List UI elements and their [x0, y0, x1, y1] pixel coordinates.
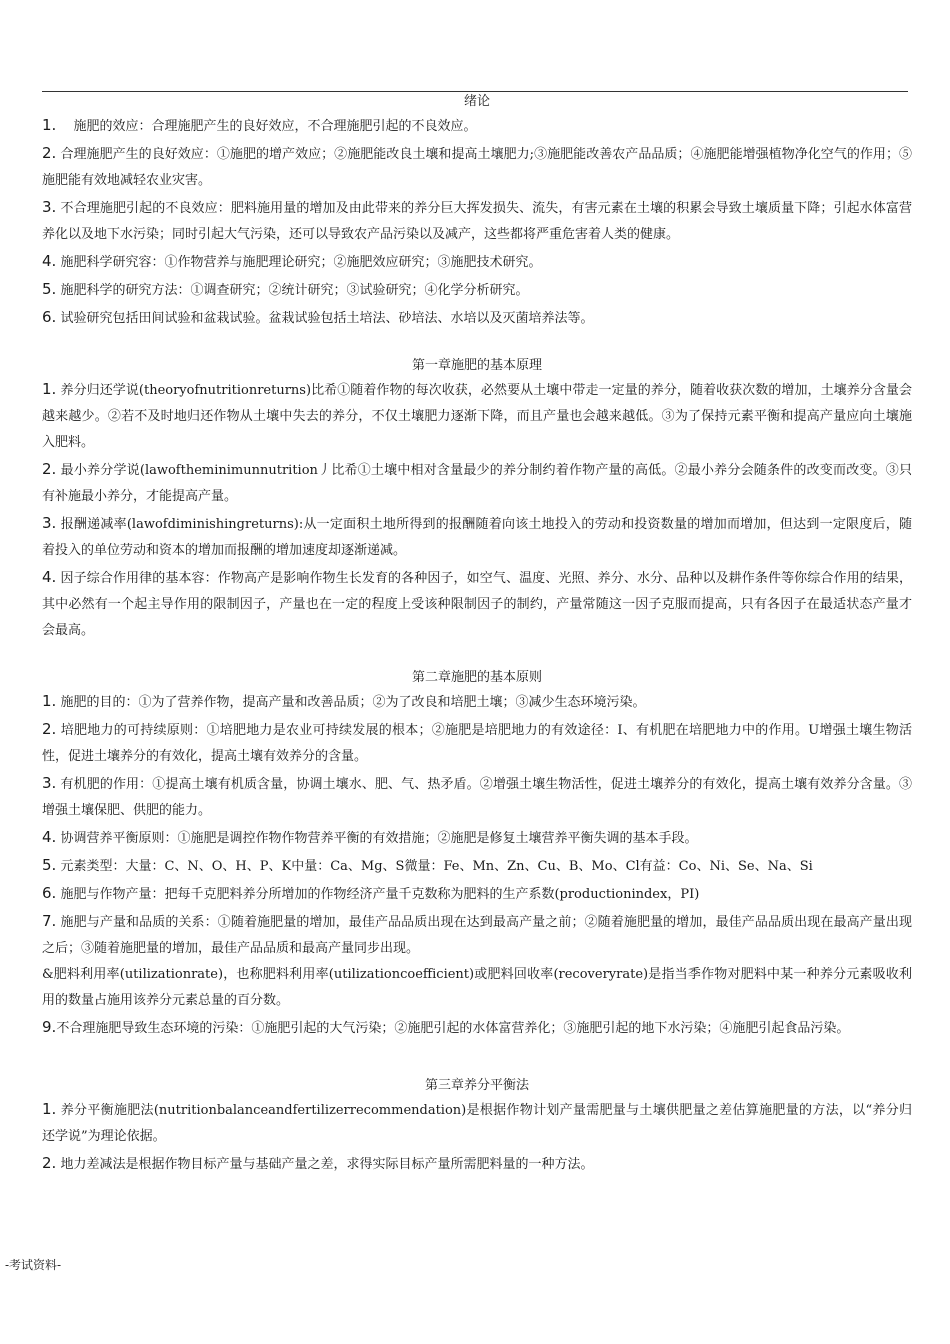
item-text: 施肥与产量和品质的关系：①随着施肥量的增加，最佳产品品质出现在达到最高产量之前；②随着施肥量的增加，最佳产品品质出现在最高产量出现之后；③随着施肥量的增加，最佳产品品质和最高产量同步出现。: [42, 915, 912, 956]
section-intro: [42, 92, 912, 332]
item-number: 1.: [42, 116, 57, 134]
list-item: [42, 716, 912, 770]
item-text: 协调营养平衡原则：①施肥是调控作物作物营养平衡的有效措施；②施肥是修复土壤营养平衡失调的基本手段。: [60, 831, 698, 846]
list-item: [42, 564, 912, 644]
item-number: 2.: [42, 1154, 57, 1172]
section-chapter-2: [42, 668, 912, 1042]
section-title: 第三章养分平衡法: [424, 1078, 529, 1093]
item-number: 4.: [42, 568, 57, 586]
item-number: 9.: [42, 1018, 57, 1036]
document-body: [42, 92, 912, 1178]
list-item: [42, 376, 912, 456]
list-item: [42, 688, 912, 716]
item-number: 4.: [42, 828, 57, 846]
footer-note: -考试资料-: [5, 1258, 62, 1272]
item-text: 培肥地力的可持续原则：①培肥地力是农业可持续发展的根本；②施肥是培肥地力的有效途径：I、有机肥在培肥地力中的作用。U增强土壤生物活性，促进土壤养分的有效化，提高土壤有效养分的含量。: [42, 723, 912, 764]
item-number: 4.: [42, 252, 57, 270]
section-chapter-1: [42, 356, 912, 644]
item-text: 试验研究包括田间试验和盆栽试验。盆栽试验包括土培法、砂培法、水培以及灭菌培养法等。: [60, 311, 594, 326]
item-text: &肥料利用率(utilizationrate)，也称肥料利用率(utilizationcoefficient)或肥料回收率(recoveryrate)是指当季作物对肥料中某一种养分元素吸收利用的数量占施用该养分元素总量的百分数。: [42, 967, 912, 1008]
item-text: 有机肥的作用：①提高土壤有机质含量，协调土壤水、肥、气、热矛盾。②增强土壤生物活性，促进土壤养分的有效化，提高土壤有效养分含量。③增强土壤保肥、供肥的能力。: [42, 777, 912, 818]
list-item: [42, 456, 912, 510]
list-item: [42, 248, 912, 276]
list-item: [42, 962, 912, 1014]
section-title: 第一章施肥的基本原理: [411, 358, 542, 373]
item-number: 3.: [42, 198, 57, 216]
list-item: [42, 1096, 912, 1150]
list-item: [42, 1150, 912, 1178]
item-number: 3.: [42, 514, 57, 532]
item-text: 最小养分学说(lawoftheminimunnutrition丿比希①土壤中相对含量最少的养分制约着作物产量的高低。②最小养分会随条件的改变而改变。③只有补施最小养分，才能提高产量。: [42, 463, 913, 504]
list-item: [42, 276, 912, 304]
list-item: [42, 908, 912, 962]
item-number: 6.: [42, 884, 57, 902]
item-text: 施肥科学研究容：①作物营养与施肥理论研究；②施肥效应研究；③施肥技术研究。: [60, 255, 542, 270]
item-number: 2.: [42, 144, 57, 162]
item-text: 地力差减法是根据作物目标产量与基础产量之差，求得实际目标产量所需肥料量的一种方法。: [60, 1157, 594, 1172]
item-number: 6.: [42, 308, 57, 326]
item-number: 7.: [42, 912, 57, 930]
list-item: [42, 510, 912, 564]
item-number: 2.: [42, 460, 57, 478]
item-text: 施肥的效应：合理施肥产生的良好效应，不合理施肥引起的不良效应。: [60, 119, 477, 134]
item-text: 不合理施肥导致生态环境的污染：①施肥引起的大气污染；②施肥引起的水体富营养化；③施肥引起的地下水污染；④施肥引起食品污染。: [56, 1021, 850, 1036]
item-number: 2.: [42, 720, 57, 738]
item-number: 1.: [42, 1100, 57, 1118]
section-spacer: [42, 644, 912, 668]
item-text: 合理施肥产生的良好效应：①施肥的增产效应；②施肥能改良土壤和提高土壤肥力;③施肥能改善农产品品质；④施肥能增强植物净化空气的作用；⑤施肥能有效地减轻农业灾害。: [42, 147, 912, 188]
item-number: 3.: [42, 774, 57, 792]
list-item: [42, 1014, 912, 1042]
list-item: [42, 112, 912, 140]
item-text: 施肥科学的研究方法：①调查研究；②统计研究；③试验研究；④化学分析研究。: [60, 283, 529, 298]
list-item: [42, 880, 912, 908]
list-item: [42, 304, 912, 332]
section-spacer: [42, 332, 912, 356]
list-item: [42, 824, 912, 852]
list-item: [42, 194, 912, 248]
item-text: 报酬递减率(lawofdiminishingreturns):从一定面积土地所得到的报酬随着向该土地投入的劳动和投资数量的增加而增加，但达到一定限度后，随着投入的单位劳动和资本的增加而报酬的增加速度却逐渐递减。: [42, 517, 912, 558]
section-spacer: [42, 1042, 912, 1076]
list-item: [42, 852, 912, 880]
list-item: [42, 140, 912, 194]
item-text: 因子综合作用律的基本容：作物高产是影响作物生长发育的各种因子，如空气、温度、光照、养分、水分、品种以及耕作条件等你综合作用的结果，其中必然有一个起主导作用的限制因子，产量也在一定的程度上受该种限制因子的制约，产量常随这一因子克服而提高，只有各因子在最适状态产量才会最高。: [42, 571, 912, 638]
item-text: 元素类型：大量：C、N、O、H、P、K中量：Ca、Mg、S微量：Fe、Mn、Zn、Cu、B、Mo、Cl有益：Co、Ni、Se、Na、Si: [60, 859, 813, 874]
item-number: 1.: [42, 692, 57, 710]
section-title: 绪论: [463, 94, 490, 109]
item-number: 1.: [42, 380, 57, 398]
item-number: 5.: [42, 280, 57, 298]
item-text: 不合理施肥引起的不良效应：肥料施用量的增加及由此带来的养分巨大挥发损失、流失，有害元素在土壤的积累会导致土壤质量下降；引起水体富营养化以及地下水污染；同时引起大气污染，还可以导致农产品污染以及减产，这些都将严重危害着人类的健康。: [42, 201, 912, 242]
section-title: 第二章施肥的基本原则: [411, 670, 542, 685]
item-text: 养分归还学说(theoryofnutritionreturns)比希①随着作物的每次收获，必然要从土壤中带走一定量的养分，随着收获次数的增加，土壤养分含量会越来越少。②若不及时地归还作物从土壤中失去的养分，不仅土壤肥力逐渐下降，而且产量也会越来越低。③为了保持元素平衡和提高产量应向土壤施入肥料。: [42, 383, 912, 450]
item-text: 养分平衡施肥法(nutritionbalanceandfertilizerrecommendation)是根据作物计划产量需肥量与土壤供肥量之差估算施肥量的方法，以“养分归还学说”为理论依据。: [42, 1103, 912, 1144]
section-chapter-3: [42, 1076, 912, 1178]
list-item: [42, 770, 912, 824]
item-text: 施肥与作物产量：把每千克肥料养分所增加的作物经济产量千克数称为肥料的生产系数(productionindex，PI): [60, 887, 700, 902]
item-number: 5.: [42, 856, 57, 874]
item-text: 施肥的目的：①为了营养作物，提高产量和改善品质；②为了改良和培肥土壤；③减少生态环境污染。: [60, 695, 646, 710]
